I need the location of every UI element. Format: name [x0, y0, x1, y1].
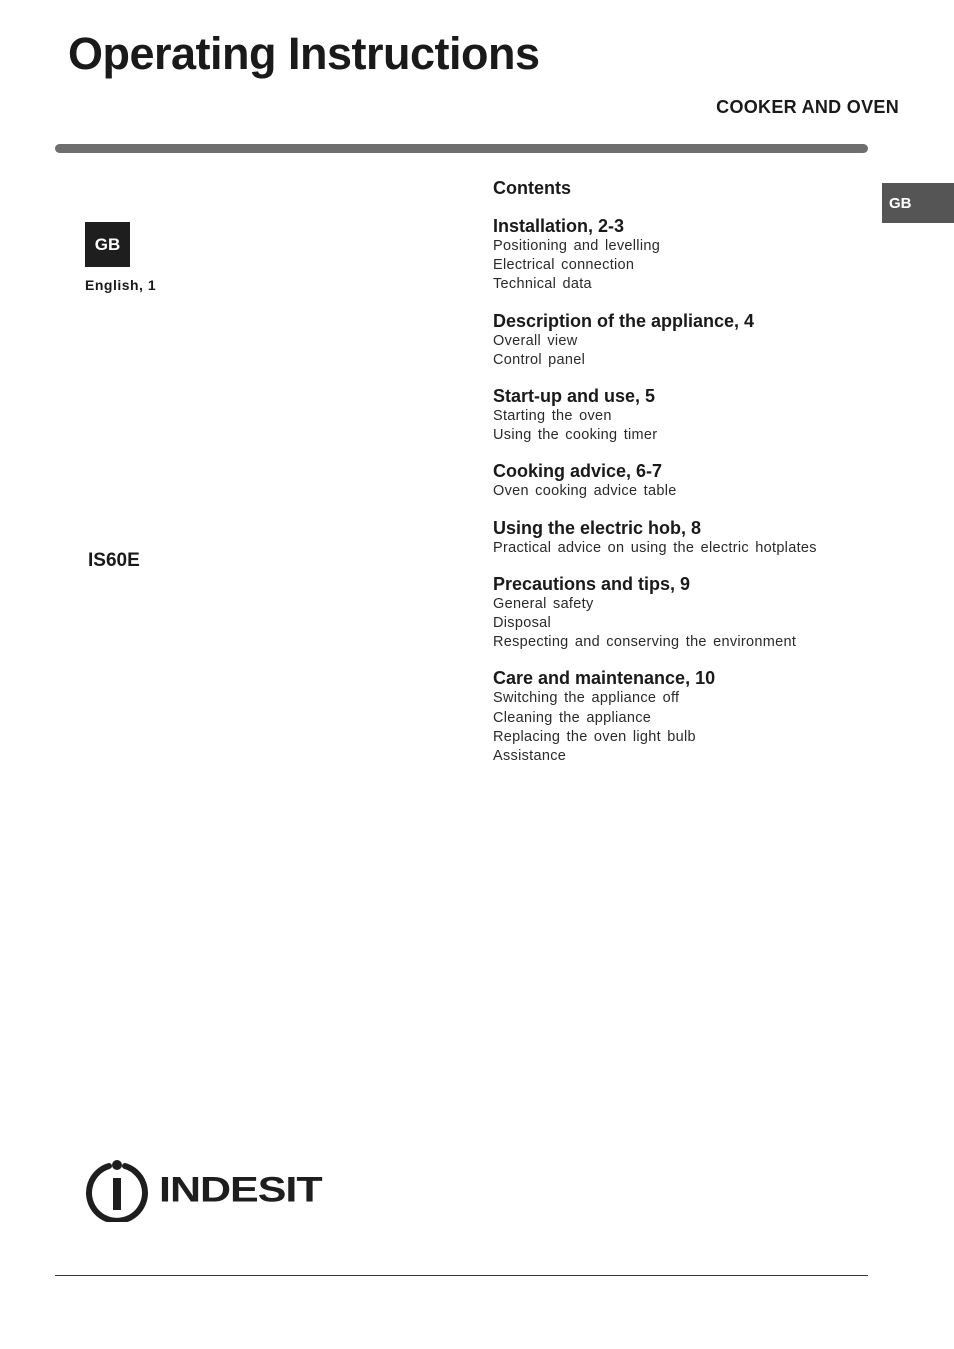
contents-section — [493, 460, 863, 501]
contents-section-item[interactable]: Assistance — [493, 748, 567, 765]
contents-section-title[interactable]: Description of the appliance, 4 — [493, 310, 755, 331]
contents-sections — [493, 215, 863, 766]
contents-section-item[interactable]: Respecting and conserving the environment — [493, 634, 797, 651]
contents-section-item[interactable]: Cleaning the appliance — [493, 709, 652, 726]
contents-section-item[interactable]: Replacing the oven light bulb — [493, 728, 696, 745]
language-label: English, 1 — [85, 277, 157, 293]
contents-section — [493, 667, 863, 766]
contents-section-item[interactable]: Practical advice on using the electric hotplates — [493, 539, 817, 556]
contents-section — [493, 517, 863, 558]
contents-section-item[interactable]: Electrical connection — [493, 257, 635, 274]
contents-section — [493, 573, 863, 653]
contents-section-title[interactable]: Installation, 2-3 — [493, 216, 625, 236]
header-divider — [55, 144, 868, 153]
contents-section-item[interactable]: Switching the appliance off — [493, 690, 680, 707]
document-subtitle: COOKER AND OVEN — [716, 97, 899, 117]
footer-divider — [55, 1275, 868, 1276]
contents-section — [493, 215, 863, 295]
contents-section-title[interactable]: Care and maintenance, 10 — [493, 668, 716, 689]
contents-section-title[interactable]: Using the electric hob, 8 — [493, 517, 702, 538]
contents-section-item[interactable]: Control panel — [493, 351, 586, 368]
contents-section — [493, 385, 863, 445]
contents-section-item[interactable]: Disposal — [493, 615, 552, 632]
contents-section-title[interactable]: Precautions and tips, 9 — [493, 573, 691, 594]
brand-wordmark: INDESIT — [159, 1169, 322, 1210]
contents-section-item[interactable]: General safety — [493, 595, 594, 612]
model-number: IS60E — [88, 550, 140, 571]
contents-section-title[interactable]: Cooking advice, 6-7 — [493, 461, 663, 482]
contents-section-item[interactable]: Positioning and levelling — [493, 238, 661, 254]
page-title: Operating Instructions — [68, 28, 540, 79]
brand-logo — [85, 1158, 322, 1222]
language-badge[interactable]: GB — [85, 222, 130, 267]
table-of-contents — [493, 177, 863, 781]
contents-section-item[interactable]: Using the cooking timer — [493, 427, 658, 444]
contents-section-item[interactable]: Overall view — [493, 332, 578, 349]
indesit-i-logo-icon — [85, 1158, 149, 1222]
contents-section-item[interactable]: Technical data — [493, 276, 592, 293]
contents-heading: Contents — [493, 178, 571, 198]
contents-section-title[interactable]: Start-up and use, 5 — [493, 386, 656, 407]
contents-section — [493, 310, 863, 370]
contents-section-item[interactable]: Oven cooking advice table — [493, 483, 677, 500]
contents-section-item[interactable]: Starting the oven — [493, 408, 612, 425]
side-language-tab[interactable]: GB — [882, 183, 954, 223]
